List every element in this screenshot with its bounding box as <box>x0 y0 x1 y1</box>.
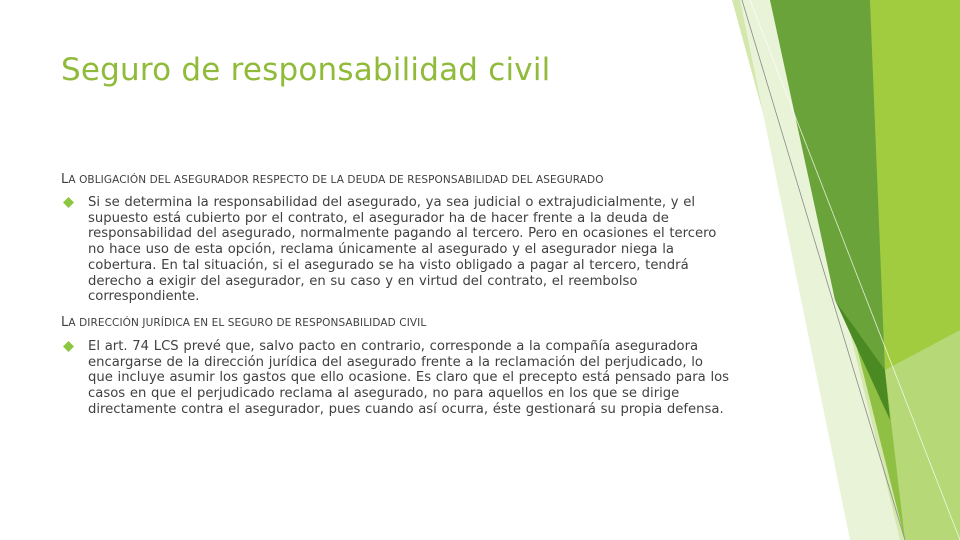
facet-bright <box>870 0 960 370</box>
bullet-item <box>61 195 731 305</box>
bullet-item <box>61 339 731 418</box>
slide-title: Seguro de responsabilidad civil <box>61 52 551 88</box>
bullet-text: El art. 74 LCS prevé que, salvo pacto en contrario, corresponde a la compañía aseguradora encargarse de la dirección jurídica del asegurado frente a la reclamación del perjudicado, lo que incluye asumir los gastos que ello ocasione. Es claro que el precepto está pensado para los casos en que el perjudicado reclama al asegurado, no para aquellos en los que se dirige directamente contra el asegurador, pues cuando así ocurra, éste gestionará su propia defensa. <box>88 338 730 417</box>
diamond-icon <box>63 341 74 352</box>
slide-content <box>61 172 731 417</box>
section-heading-direccion: LA DIRECCIÓN JURÍDICA EN EL SEGURO DE RESPONSABILIDAD CIVIL <box>61 314 427 330</box>
section-heading-obligacion: LA OBLIGACIÓN DEL ASEGURADOR RESPECTO DE LA DEUDA DE RESPONSABILIDAD DEL ASEGURADO <box>61 172 604 187</box>
bullet-text: Si se determina la responsabilidad del asegurado, ya sea judicial o extrajudicialmente, y el supuesto está cubierto por el contrato, el asegurador ha de hacer frente a la deuda de responsabilidad del asegurado, normalmente pagando al tercero. Pero en ocasiones el tercero no hace uso de esta opción, reclama únicamente al asegurado y el asegurador niega la cobertura. En tal situación, si el asegurado se ha visto obligado a pagar al tercero, tendrá derecho a exigir del asegurador, en su caso y en virtud del contrato, el reembolso correspondiente. <box>88 195 717 305</box>
diamond-icon <box>63 197 74 208</box>
